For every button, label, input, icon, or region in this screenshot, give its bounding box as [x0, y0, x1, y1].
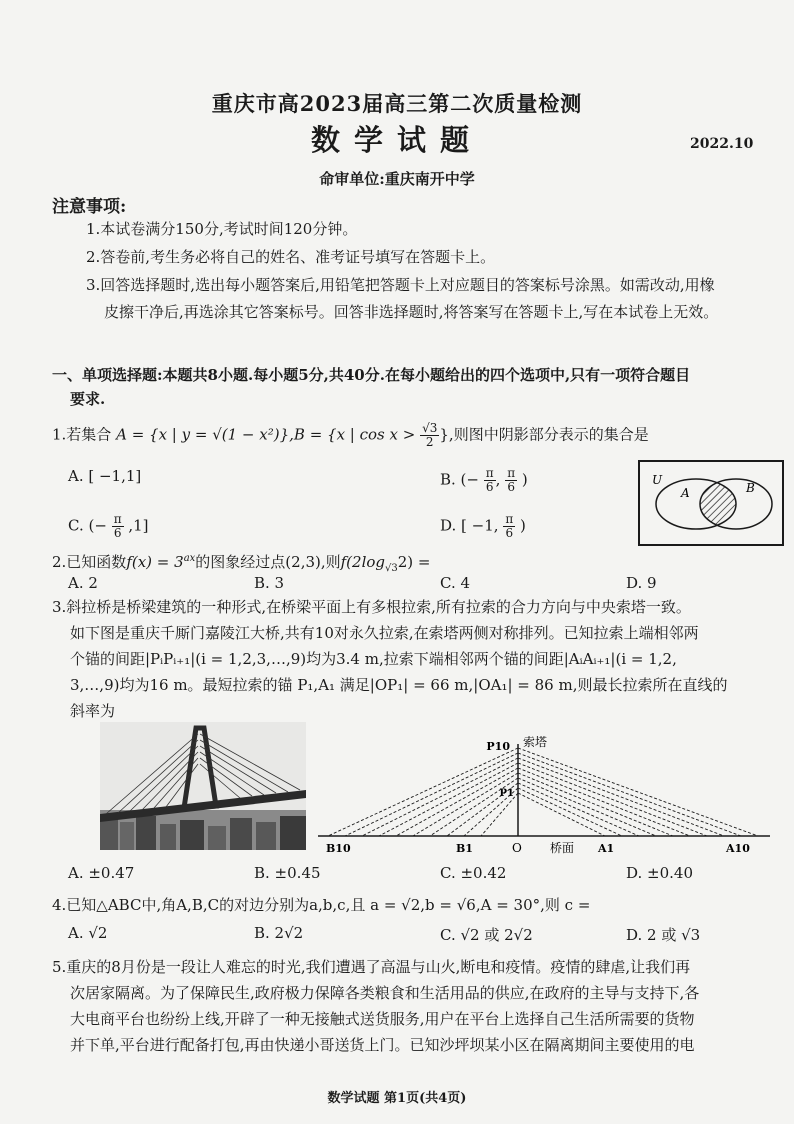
q1-b-den1: 6 — [485, 480, 494, 494]
q3-option-a: A. ±0.47 — [68, 864, 135, 882]
notice-heading: 注意事项: — [52, 197, 127, 217]
q3-line-2: 如下图是重庆千厮门嘉陵江大桥,共有10对永久拉索,在索塔两侧对称排列。已知拉索上端相邻两 — [70, 624, 699, 642]
q1-b-num1: π — [485, 466, 494, 480]
question-2 — [52, 548, 430, 580]
label-tower: 索塔 — [523, 736, 548, 749]
venn-diagram — [638, 460, 784, 546]
q1-d-den: 6 — [505, 526, 514, 540]
label-b10: B10 — [326, 842, 351, 855]
q1-option-d-pre: D. [ −1, — [440, 516, 499, 535]
notice-item-3: 3.回答选择题时,选出每小题答案后,用铅笔把答题卡上对应题目的答案标号涂黑。如需改动,用橡 — [86, 276, 715, 294]
q1-option-d-post: ) — [519, 516, 526, 535]
q1-option-d — [440, 513, 526, 540]
label-p1: P1 — [499, 788, 514, 799]
label-o: O — [512, 841, 522, 855]
bridge-photo — [100, 722, 306, 850]
q2-part-a: 2.已知函数 — [52, 553, 127, 571]
label-p10: P10 — [486, 740, 510, 753]
compiling-unit: 命审单位:重庆南开中学 — [319, 170, 475, 188]
exam-title: 重庆市高2023届高三第二次质量检测 — [211, 91, 583, 116]
q3-line-1: 3.斜拉桥是桥梁建筑的一种形式,在桥梁平面上有多根拉索,所有拉索的合力方向与中央索塔一致。 — [52, 598, 691, 616]
q5-line-3: 大电商平台也纷纷上线,开辟了一种无接触式送货服务,用户在平台上选择自己生活所需要的货物 — [70, 1010, 695, 1028]
q3-option-b: B. ±0.45 — [254, 864, 321, 882]
question-4: 4.已知△ABC中,角A,B,C的对边分别为a,b,c,且 a = √2,b = √6,A = 30°,则 c = — [52, 896, 591, 914]
q2-part-e: 2) = — [397, 553, 431, 571]
q1-prefix: 1.若集合 — [52, 425, 112, 444]
q2-part-b: f(x) = 3 — [126, 553, 184, 571]
q4-option-a: A. √2 — [68, 924, 108, 942]
q1-frac-num: √3 — [422, 421, 438, 435]
q2-part-c: 的图象经过点(2,3),则 — [195, 553, 341, 571]
q1-option-a: A. [ −1,1] — [68, 467, 142, 485]
q1-option-b-pre: B. (− — [440, 470, 479, 489]
cable-stay-diagram — [318, 736, 770, 858]
venn-label-b: B — [746, 481, 755, 495]
q2-option-b: B. 3 — [254, 574, 285, 592]
venn-label-u: U — [652, 473, 663, 487]
venn-label-a: A — [681, 486, 690, 500]
q3-option-d: D. ±0.40 — [626, 864, 693, 882]
section-heading — [52, 363, 782, 411]
q1-c-num: π — [113, 512, 122, 526]
notice-item-3-cont: 皮擦干净后,再选涂其它答案标号。回答非选择题时,将答案写在答题卡上,写在本试卷上无效。 — [104, 303, 719, 321]
q4-option-d: D. 2 或 √3 — [626, 926, 701, 944]
section-heading-line1: 一、单项选择题:本题共8小题.每小题5分,共40分.在每小题给出的四个选项中,只有一项符合题目 — [52, 366, 691, 384]
q4-option-b: B. 2√2 — [254, 924, 304, 942]
q1-set-b-post: },则图中阴影部分表示的集合是 — [439, 425, 649, 444]
q2-option-d: D. 9 — [626, 574, 657, 592]
question-1 — [52, 422, 649, 449]
cable-lines — [328, 748, 758, 836]
q3-line-5: 斜率为 — [70, 702, 116, 720]
q4-option-c: C. √2 或 2√2 — [440, 926, 533, 944]
notice-item-2: 2.答卷前,考生务必将自己的姓名、准考证号填写在答题卡上。 — [86, 248, 496, 266]
q3-option-c: C. ±0.42 — [440, 864, 507, 882]
q2-part-d: f(2log — [340, 553, 386, 571]
q1-option-c — [68, 513, 149, 540]
q1-option-b-post: ) — [521, 470, 528, 489]
q1-fraction — [420, 422, 439, 449]
label-a1: A1 — [598, 842, 615, 855]
q1-b-den2: 6 — [507, 480, 515, 494]
q1-c-den: 6 — [113, 526, 122, 540]
label-deck: 桥面 — [550, 841, 575, 855]
q3-line-3: 个锚的间距|PᵢPᵢ₊₁|(i = 1,2,3,…,9)均为3.4 m,拉索下端相邻两个锚的间距|AᵢAᵢ₊₁|(i = 1,2, — [70, 650, 677, 668]
q5-line-4: 并下单,平台进行配备打包,再由快递小哥送货上门。已知沙坪坝某小区在隔离期间主要使用的电 — [70, 1036, 695, 1054]
page-footer: 数学试题 第1页(共4页) — [327, 1091, 467, 1106]
label-b1: B1 — [456, 842, 473, 855]
q1-b-num2: π — [507, 466, 516, 480]
q1-option-c-pre: C. (− — [68, 516, 107, 535]
notice-item-1: 1.本试卷满分150分,考试时间120分钟。 — [86, 220, 358, 238]
subject-title: 数学试题 — [310, 123, 483, 157]
q1-option-c-post: ,1] — [128, 516, 149, 535]
label-a10: A10 — [726, 842, 750, 855]
exam-date: 2022.10 — [690, 136, 754, 152]
q2-option-c: C. 4 — [440, 574, 471, 592]
section-heading-line2: 要求. — [70, 390, 106, 408]
q2-exponent: ax — [183, 553, 196, 564]
q1-option-b: B. (− $\frac{\pi}{6}$ , $\frac{\pi}{6}$ ) — [440, 466, 528, 494]
q1-set-a: A = {x | y = √(1 − x²)} — [116, 425, 290, 444]
q1-set-b-pre: ,B = {x | cos x > — [289, 425, 416, 444]
q2-log-base: √3 — [385, 563, 398, 574]
q2-option-a: A. 2 — [68, 574, 98, 592]
q3-line-4: 3,…,9)均为16 m。最短拉索的锚 P₁,A₁ 满足|OP₁| = 66 m,|OA₁| = 86 m,则最长拉索所在直线的 — [70, 676, 728, 694]
q5-line-2: 次居家隔离。为了保障民生,政府极力保障各类粮食和生活用品的供应,在政府的主导与支持下,各 — [70, 984, 700, 1002]
q1-d-num: π — [505, 512, 514, 526]
q5-line-1: 5.重庆的8月份是一段让人难忘的时光,我们遭遇了高温与山火,断电和疫情。疫情的肆虐,让我们再 — [52, 958, 691, 976]
q1-frac-den: 2 — [425, 435, 434, 449]
